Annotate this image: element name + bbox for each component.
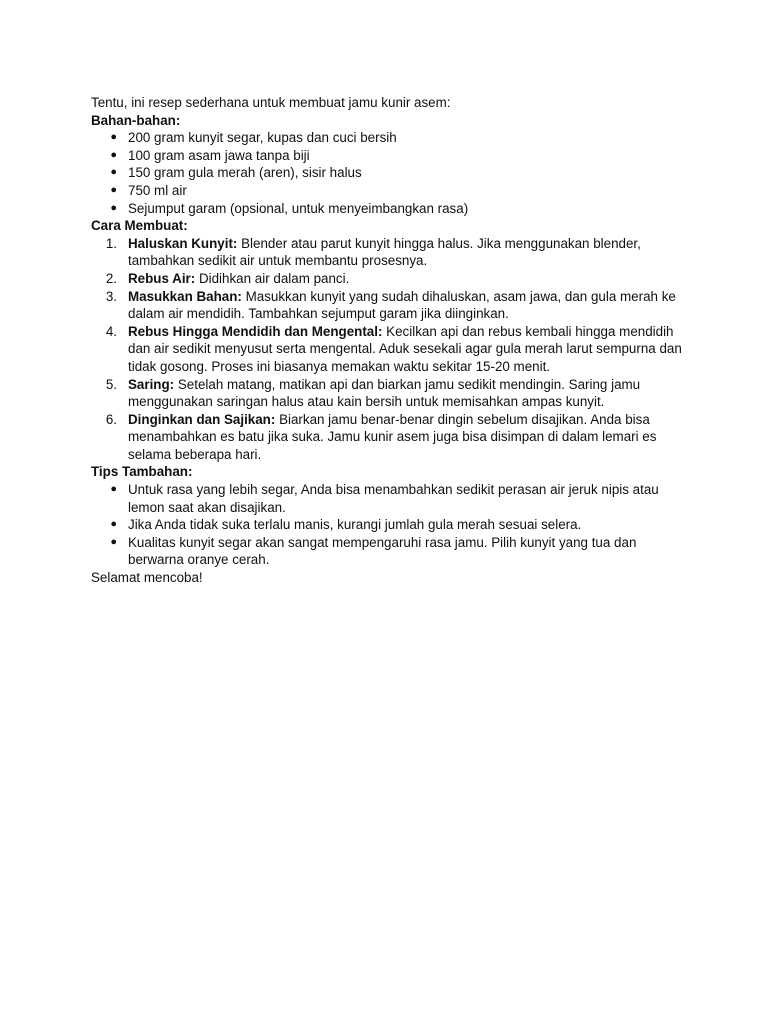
step-text: Setelah matang, matikan api dan biarkan jamu sedikit mendingin. Saring jamu menggunakan saringan halus atau kain bersih untuk memisahkan ampas kunyit.: [128, 376, 641, 410]
step-number: 4.: [105, 323, 117, 339]
step-title: Saring:: [128, 376, 175, 392]
steps-list: [91, 235, 691, 464]
list-item: [91, 129, 691, 147]
step-text: Blender atau parut kunyit hingga halus. Jika menggunakan blender, tambahkan sedikit air untuk membantu prosesnya.: [128, 235, 641, 269]
step-item: [91, 235, 691, 270]
step-text: Biarkan jamu benar-benar dingin sebelum disajikan. Anda bisa menambahkan es batu jika suka. Jamu kunir asem juga bisa disimpan di dalam lemari es selama beberapa hari.: [128, 411, 657, 462]
bullet-icon: ●: [110, 201, 117, 214]
list-item: [91, 147, 691, 165]
step-title: Masukkan Bahan:: [128, 288, 242, 304]
tip-text: Jika Anda tidak suka terlalu manis, kurangi jumlah gula merah sesuai selera.: [128, 517, 582, 533]
bullet-icon: ●: [110, 518, 117, 531]
step-item: [91, 270, 691, 288]
step-text: Kecilkan api dan rebus kembali hingga mendidih dan air sedikit menyusut serta mengental. Aduk sesekali agar gula merah larut sempurna dan tidak gosong. Proses ini biasanya memakan waktu sekitar 15-20 menit.: [128, 323, 682, 374]
step-number: 3.: [105, 288, 117, 304]
tips-list: [91, 481, 691, 569]
list-item: [91, 516, 691, 534]
step-item: [91, 411, 691, 464]
closing-text: Selamat mencoba!: [91, 570, 203, 586]
ingredient-text: 150 gram gula merah (aren), sisir halus: [128, 165, 362, 181]
step-number: 5.: [105, 376, 117, 392]
bullet-icon: ●: [110, 131, 117, 144]
tip-text: Kualitas kunyit segar akan sangat mempengaruhi rasa jamu. Pilih kunyit yang tua dan berwarna oranye cerah.: [128, 534, 637, 568]
ingredients-list: [91, 129, 691, 217]
bullet-icon: ●: [110, 166, 117, 179]
step-title: Dinginkan dan Sajikan:: [128, 411, 276, 427]
step-title: Rebus Air:: [128, 270, 196, 286]
tips-heading: Tips Tambahan:: [91, 464, 193, 480]
ingredient-text: 750 ml air: [128, 182, 187, 198]
ingredient-text: Sejumput garam (opsional, untuk menyeimbangkan rasa): [128, 200, 469, 216]
step-text: Masukkan kunyit yang sudah dihaluskan, asam jawa, dan gula merah ke dalam air mendidih. Tambahkan sejumput garam jika diinginkan.: [128, 288, 676, 322]
list-item: [91, 200, 691, 218]
step-text: Didihkan air dalam panci.: [198, 270, 350, 286]
bullet-icon: ●: [110, 148, 117, 161]
step-number: 1.: [105, 235, 117, 251]
document-page: [91, 94, 691, 587]
intro-text: Tentu, ini resep sederhana untuk membuat jamu kunir asem:: [91, 95, 451, 110]
steps-heading: Cara Membuat:: [91, 218, 188, 234]
bullet-icon: ●: [110, 183, 117, 196]
bullet-icon: ●: [110, 535, 117, 548]
step-item: [91, 376, 691, 411]
step-number: 6.: [105, 411, 117, 427]
list-item: [91, 182, 691, 200]
ingredient-text: 200 gram kunyit segar, kupas dan cuci bersih: [128, 130, 397, 146]
step-item: [91, 288, 691, 323]
list-item: [91, 164, 691, 182]
list-item: [91, 481, 691, 516]
tip-text: Untuk rasa yang lebih segar, Anda bisa menambahkan sedikit perasan air jeruk nipis atau lemon saat akan disajikan.: [128, 482, 659, 515]
ingredients-heading: Bahan-bahan:: [91, 112, 181, 128]
step-number: 2.: [105, 270, 117, 286]
step-title: Haluskan Kunyit:: [128, 235, 238, 251]
list-item: [91, 534, 691, 569]
step-title: Rebus Hingga Mendidih dan Mengental:: [128, 323, 383, 339]
bullet-icon: ●: [110, 483, 117, 496]
ingredient-text: 100 gram asam jawa tanpa biji: [128, 147, 310, 163]
step-item: [91, 323, 691, 376]
